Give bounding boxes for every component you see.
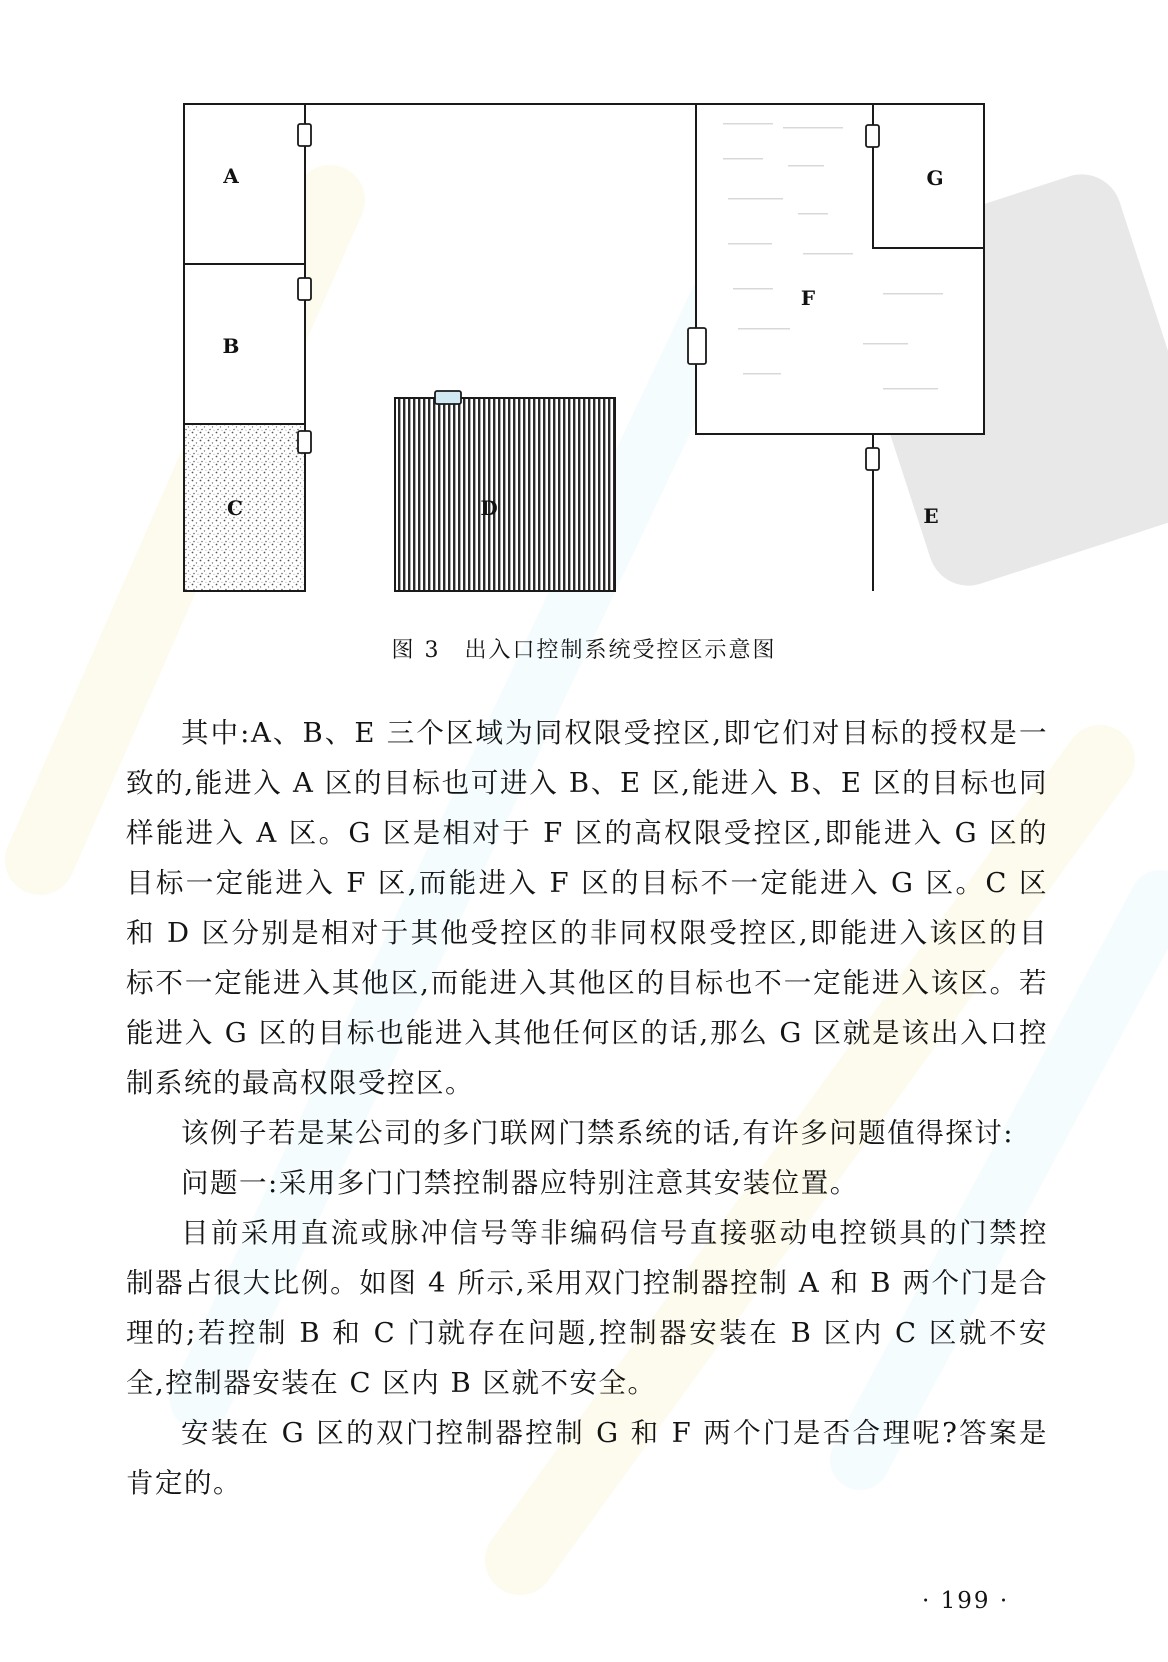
door-b [298, 278, 311, 300]
zone-diagram [183, 103, 985, 593]
door-d [435, 391, 461, 404]
paragraph: 问题一:采用多门门禁控制器应特别注意其安装位置。 [181, 1167, 859, 1199]
zone-e-label: E [923, 504, 939, 528]
door-e [866, 448, 879, 470]
paragraph: 该例子若是某公司的多门联网门禁系统的话,有许多问题值得探讨: [181, 1117, 1015, 1149]
figure-caption: 图 3 出入口控制系统受控区示意图 [391, 638, 777, 663]
zone-f [696, 104, 984, 434]
zone-f-label: F [800, 286, 816, 310]
zone-b-label: B [222, 334, 240, 358]
zone-b [184, 264, 305, 424]
paragraph: 安装在 G 区的双门控制器控制 G 和 F 两个门是否合理呢?答案是肯定的。 [126, 1417, 1048, 1499]
zone-d-label: D [480, 496, 498, 520]
zone-c-label: C [227, 496, 243, 520]
door-c [298, 431, 311, 453]
door-f [688, 328, 706, 364]
page-number: · 199 · [922, 1588, 1010, 1614]
zone-a [184, 104, 305, 264]
paragraph: 其中:A、B、E 三个区域为同权限受控区,即它们对目标的授权是一致的,能进入 A 区的目标也可进入 B、E 区,能进入 B、E 区的目标也同样能进入 A 区。G 区是相对于 F 区的高权限受控区,即能进入 G 区的目标一定能进入 F 区,而能进入 F 区的目标不一定能进入 G 区。C 区和 D 区分别是相对于其他受控区的非同权限受控区,即能进入该区的目标不一定能进入其他区,而能进入其他区的目标也不一定能进入该区。若能进入 G 区的目标也能进入其他任何区的话,那么 G 区就是该出入口控制系统的最高权限受控区。 [126, 717, 1048, 1099]
door-g [866, 125, 879, 147]
body-text [126, 708, 1048, 1508]
zone-a-label: A [223, 164, 239, 188]
zone-g-label: G [926, 166, 944, 190]
paragraph: 目前采用直流或脉冲信号等非编码信号直接驱动电控锁具的门禁控制器占很大比例。如图 4 所示,采用双门控制器控制 A 和 B 两个门是合理的;若控制 B 和 C 门就存在问题,控制器安装在 B 区内 C 区就不安全,控制器安装在 C 区内 B 区就不安全。 [126, 1217, 1048, 1399]
door-a [298, 124, 311, 146]
zone-d [395, 398, 615, 591]
zone-c [184, 424, 305, 591]
